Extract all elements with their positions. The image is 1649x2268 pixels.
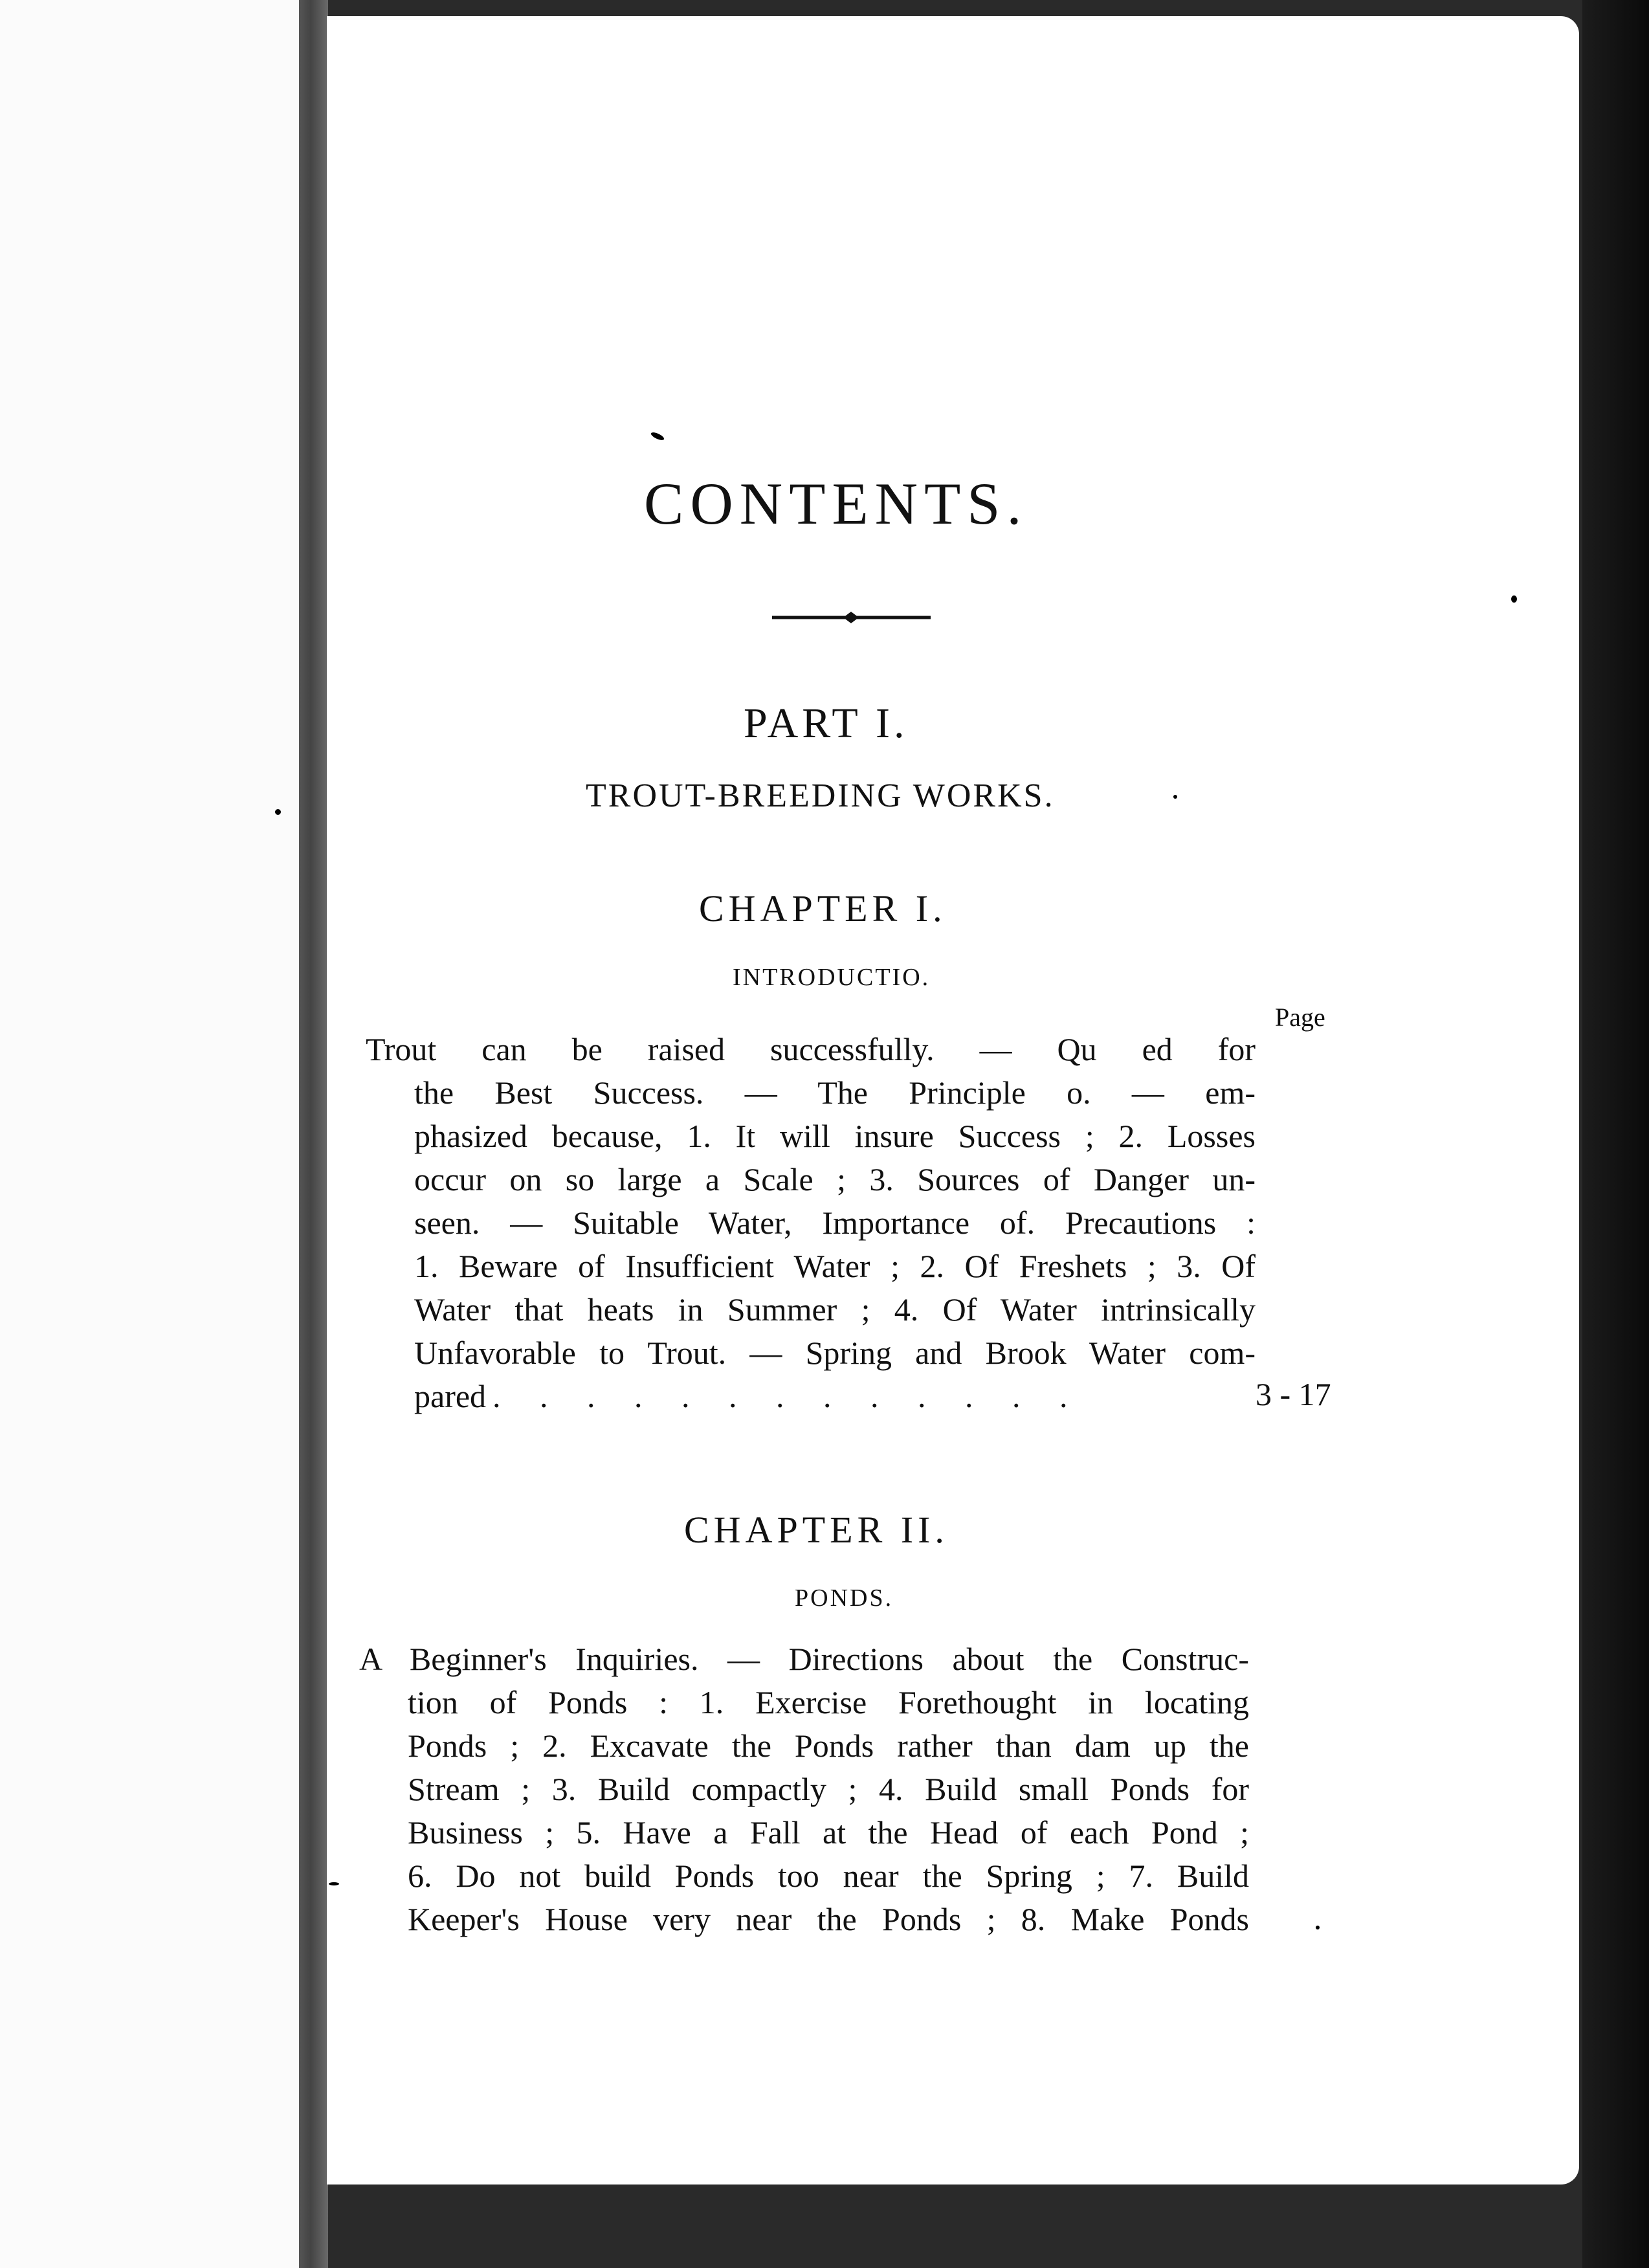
- part-title: PART I.: [744, 700, 909, 747]
- page-range: 3 - 17: [1256, 1376, 1331, 1412]
- chapter-title: CHAPTER I.: [699, 887, 947, 929]
- summary-line: Stream ; 3. Build compactly ; 4. Build small Ponds for: [408, 1771, 1249, 1807]
- summary-line: occur on so large a Scale ; 3. Sources of Danger un-: [414, 1161, 1256, 1197]
- dot-leader: . . . . . . . . . . . . .: [492, 1378, 1083, 1414]
- summary-line: phasized because, 1. It will insure Success ; 2. Losses: [414, 1118, 1256, 1154]
- scan-speck: [1316, 1926, 1320, 1929]
- scan-speck: [1511, 595, 1517, 603]
- summary-line: pared: [414, 1378, 487, 1414]
- chapter-subtitle: PONDS.: [795, 1584, 894, 1612]
- page-title: CONTENTS.: [644, 471, 1028, 537]
- summary-line: Ponds ; 2. Excavate the Ponds rather than dam up the: [408, 1728, 1249, 1764]
- title-ornament: [772, 610, 931, 625]
- scan-speck: [275, 809, 281, 815]
- summary-line: Water that heats in Summer ; 4. Of Water intrinsically: [414, 1291, 1256, 1328]
- chapter-summary: [366, 1028, 1256, 1418]
- facing-page: [0, 0, 301, 2268]
- summary-line: Keeper's House very near the Ponds ; 8. Make Ponds: [408, 1901, 1249, 1937]
- summary-line: seen. — Suitable Water, Importance of. Precautions :: [414, 1205, 1256, 1241]
- summary-line: A Beginner's Inquiries. — Directions about the Construc-: [359, 1641, 1249, 1677]
- scan-speck: [329, 1882, 339, 1885]
- chapter-subtitle: INTRODUCTIO.: [733, 964, 931, 991]
- summary-line: Unfavorable to Trout. — Spring and Brook Water com-: [414, 1335, 1256, 1371]
- page-column-label: Page: [1275, 1003, 1325, 1032]
- summary-last-line: [366, 1375, 1256, 1418]
- scan-edge: [1582, 0, 1649, 2268]
- chapter-title: CHAPTER II.: [684, 1509, 949, 1551]
- book-gutter: [299, 0, 328, 2268]
- summary-line: 6. Do not build Ponds too near the Spring ; 7. Build: [408, 1858, 1249, 1894]
- summary-line: the Best Success. — The Principle o. — em-: [414, 1074, 1256, 1111]
- chapter-summary: [359, 1638, 1249, 1941]
- summary-line: tion of Ponds : 1. Exercise Forethought in locating: [408, 1684, 1249, 1720]
- summary-line: Business ; 5. Have a Fall at the Head of each Pond ;: [408, 1814, 1249, 1851]
- part-subtitle: TROUT-BREEDING WORKS.: [586, 777, 1055, 814]
- summary-line: 1. Beware of Insufficient Water ; 2. Of Freshets ; 3. Of: [414, 1248, 1256, 1284]
- summary-line: Trout can be raised successfully. — Qu ed for: [366, 1031, 1256, 1067]
- scan-speck: [1173, 795, 1177, 799]
